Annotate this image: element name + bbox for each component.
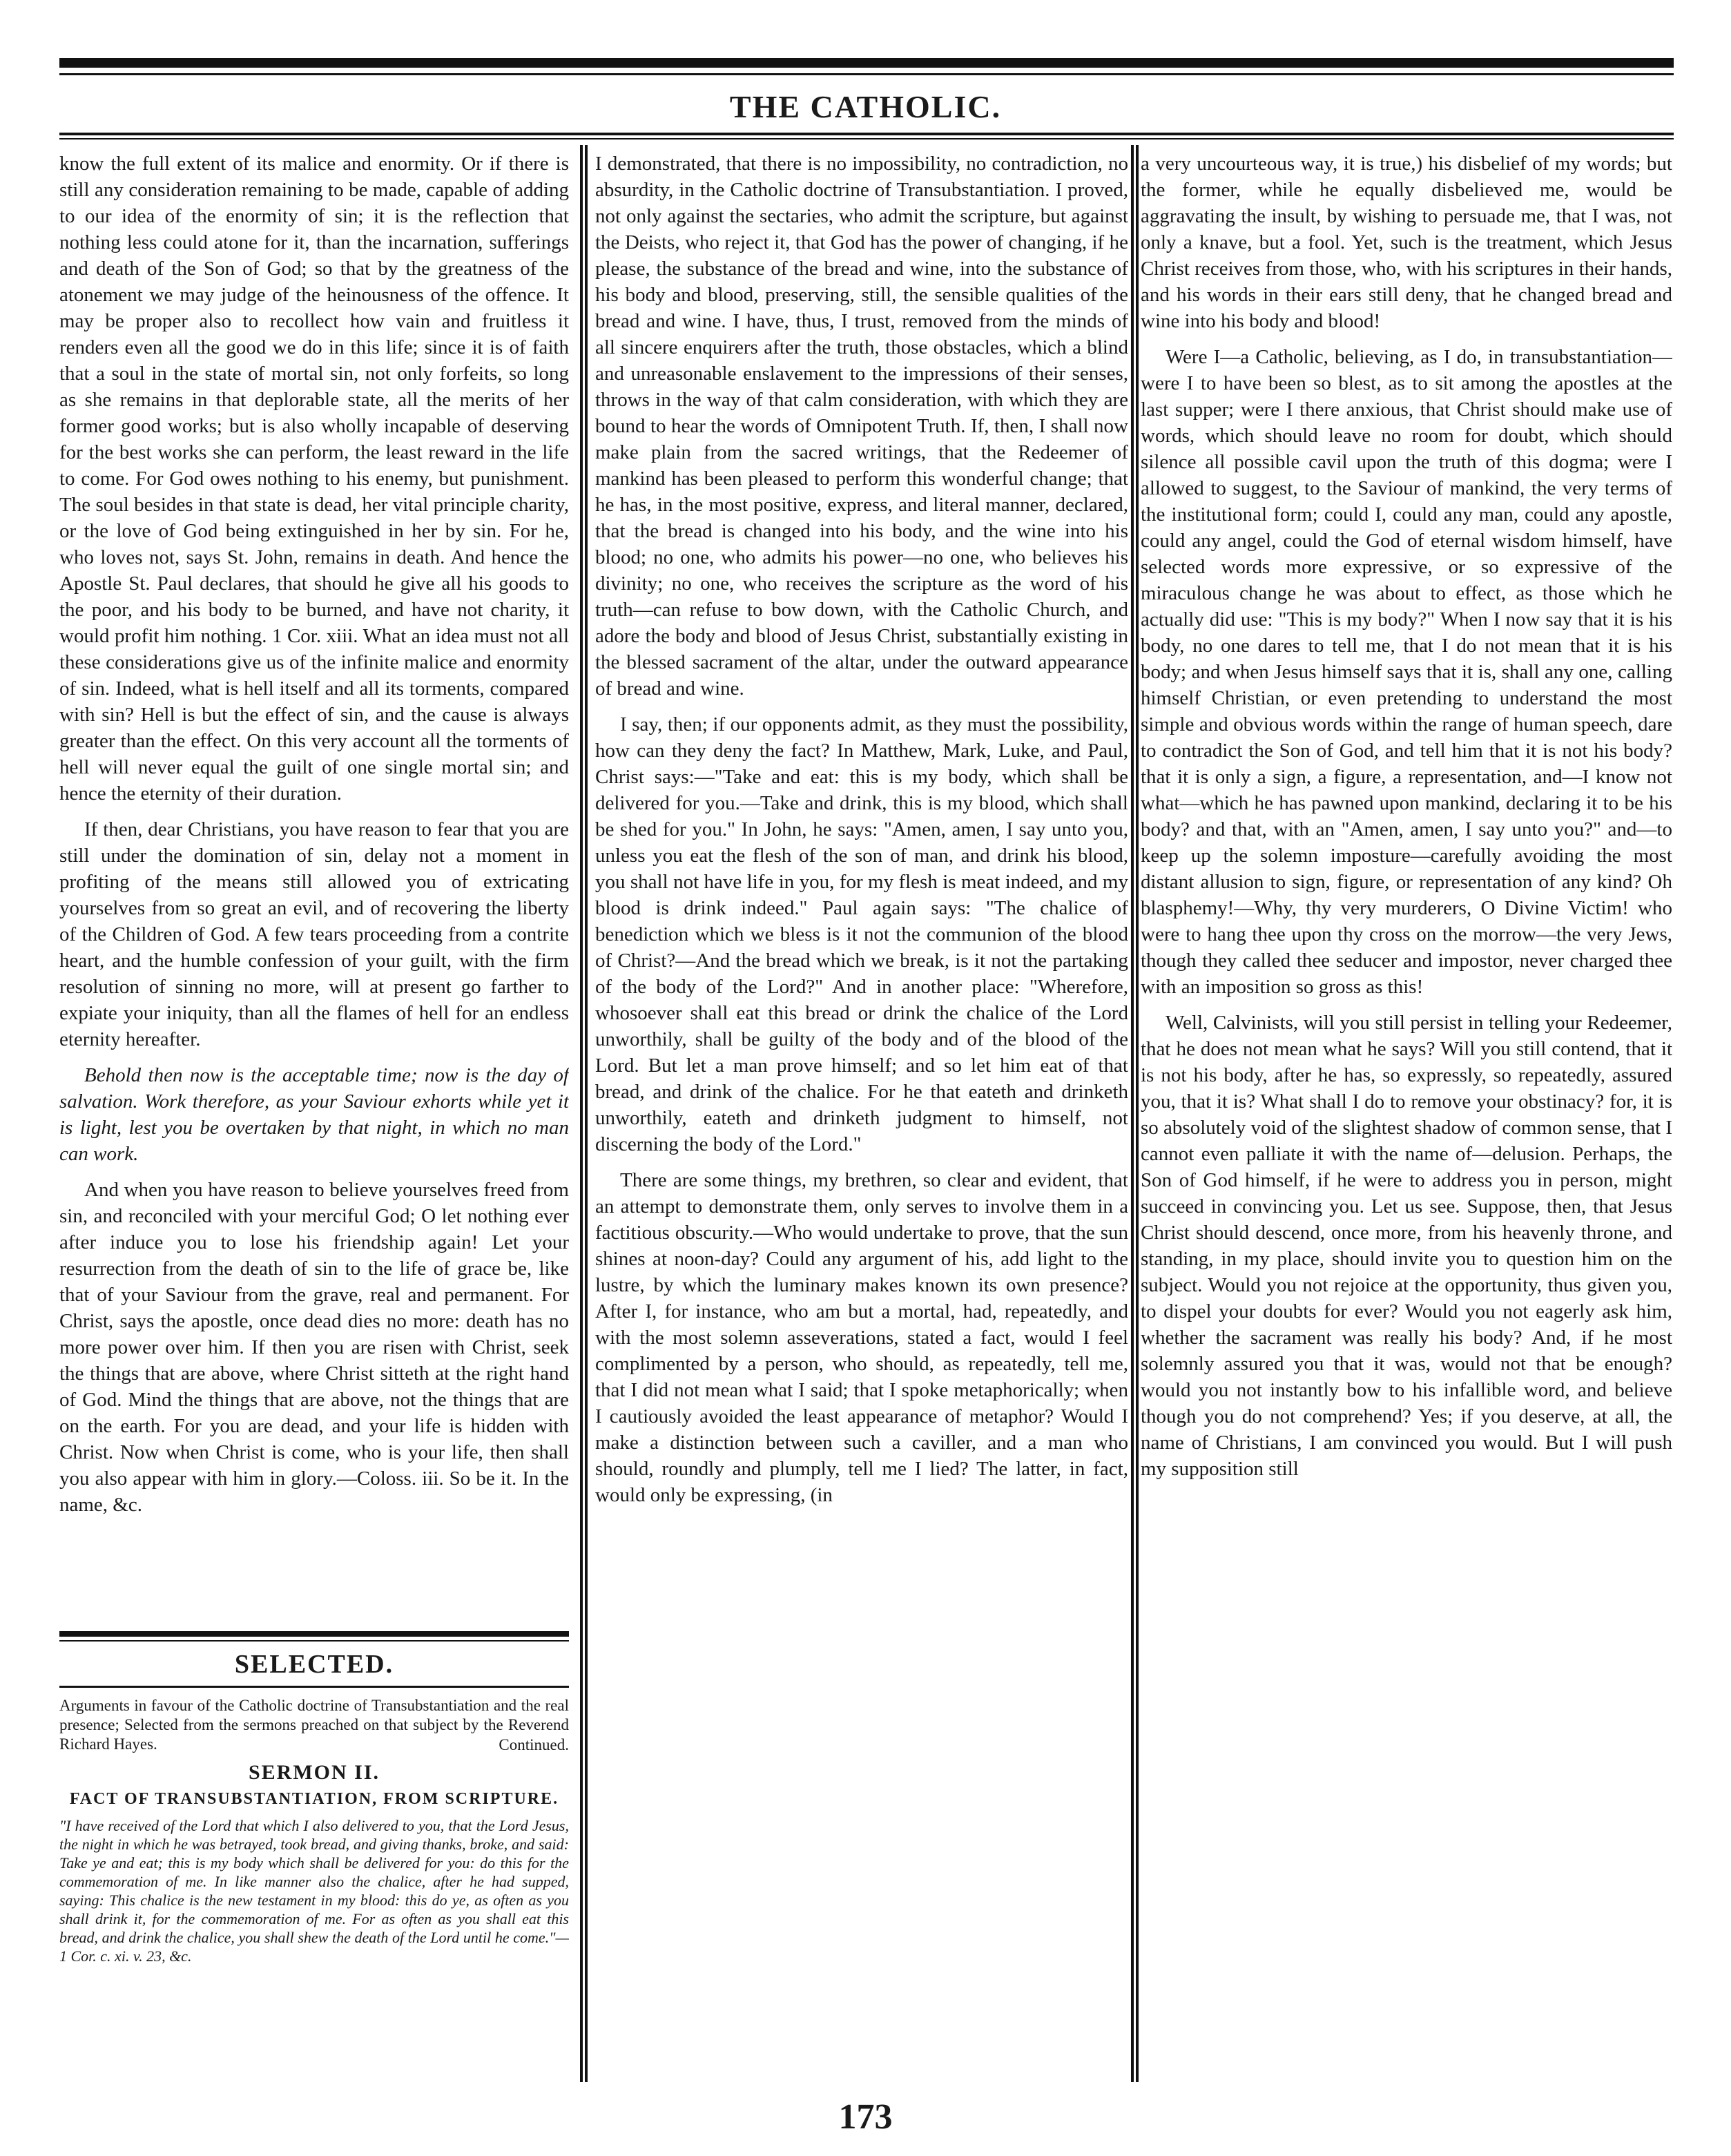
column-3 (1141, 151, 1672, 1981)
paragraph: I say, then; if our opponents admit, as they must the possibility, how can they deny the fact? In Matthew, Mark, Luke, and Paul, Christ says:—"Take and eat: this is my body, which shall be delivered for you.—Take and drink, this is my blood, which shall be shed for you." In John, he says: "Amen, amen, I say unto you, unless you eat the flesh of the son of man, and drink his blood, you shall not have life in you, for my flesh is meat indeed, and my blood is drink indeed." Paul again says: "The chalice of benediction which we bless is it not the communion of the blood of Christ?—And the bread which we break, is it not the partaking of the body of the Lord?" And in another place: "Wherefore, whosoever shall eat this bread or drink the chalice of the Lord unworthily, shall be guilty of the body and of the blood of the Lord. But let a man prove himself; and so let him eat of that bread, and drink of the chalice. For he that eateth and drinketh unworthily, eateth and drinketh judgment to himself, not discerning the body of the Lord." (595, 713, 1128, 1155)
selected-intro: Arguments in favour of the Catholic doctrine of Transubstantiation and the real presence; Selected from the sermons preached on that subject by the Reverend Richard Hayes. (59, 1697, 569, 1753)
selected-rule-thick (59, 1631, 569, 1637)
top-rule-thick (59, 58, 1674, 68)
paragraph: Were I—a Catholic, believing, as I do, in transubstantiation—were I to have been so blest, as to sit among the apostles at the last supper; were I there anxious, that Christ should make use of words, which should leave no room for doubt, which should silence all possible cavil upon the truth of this dogma; were I allowed to suggest, to the Saviour of mankind, the very terms of the institutional form; could I, could any man, could any apostle, could any angel, could the God of eternal wisdom himself, have selected words more expressive, or so expressive of the miraculous change he was about to effect, as those which he actually did use: "This is my body?" When I now say that it is his body, no one dares to tell me, that I do not mean that it is his body; and when Jesus himself says that it is, shall any one, calling himself Christian, or even pretending to understand the most simple and obvious words within the range of human speech, dare to contradict the Son of God, and tell him that it is not his body? that it is only a sign, a figure, a representation, and—I know not what—which he has pawned upon mankind, declaring it to be his body? and that, with an "Amen, amen, I say unto you?" and—to keep up the solemn imposture—carefully avoiding the most distant allusion to sign, figure, or representation of any kind? Oh blasphemy!—Why, thy very murderers, O Divine Victim! who were to hang thee upon thy cross on the morrow—the very Jews, though they called thee seducer and impostor, never charged thee with an imposition so gross as this! (1141, 346, 1672, 998)
paragraph: There are some things, my brethren, so clear and evident, that an attempt to demonstrate them, only serves to involve them in a factitious obscurity.—Who would undertake to prove, that the sun shines at noon-day? Could any argument of his, add light to the lustre, by which the luminary makes known its own presence? After I, for instance, who am but a mortal, had, repeatedly, and with the most solemn asseverations, stated a fact, would I feel complimented by a person, who should, as repeatedly, tell me, that I did not mean what I said; that I spoke metaphorically; when I cautiously avoided the least appearance of metaphor? Would I make a distinction between such a caviller, and a man who should, roundly and plumply, tell me I lied? The latter, in fact, would only be expressing, (in (595, 1169, 1128, 1506)
selected-section (59, 1654, 569, 2037)
selected-heading-rule (59, 1686, 569, 1688)
paragraph: And when you have reason to believe yourselves freed from sin, and reconciled with your merciful God; O let nothing ever after induce you to lose his friendship again! Let your resurrection from the death of sin to the life of grace be, like that of your Saviour from the grave, real and permanent. For Christ, says the apostle, once dead dies no more: death has no more power over him. If then you are risen with Christ, seek the things that are above, where Christ sitteth at the right hand of God. Mind the things that are above, not the things that are on the earth. For you are dead, and your life is hidden with Christ. Now when Christ is come, who is your life, then shall you also appear with him in glory.—Coloss. iii. So be it. In the name, &c. (59, 1179, 569, 1516)
paragraph: I demonstrated, that there is no impossibility, no contradiction, no absurdity, in the Catholic doctrine of Transubstantiation. I proved, not only against the sectaries, who admit the scripture, but against the Deists, who reject it, that God has the power of changing, if he please, the substance of the bread and wine, into the substance of his body and blood, preserving, still, the sensible qualities of the bread and wine. I have, thus, I trust, removed from the minds of all sincere enquirers after the truth, those obstacles, which a blind and unreasonable enslavement to the impressions of their senses, throws in the way of that calm consideration, with which they are bound to hear the words of Omnipotent Truth. If, then, I shall now make plain from the sacred writings, that the Redeemer of mankind has been pleased to perform this wonderful change; that he has, in the most positive, express, and literal manner, declared, that the bread is changed into his body, and the wine into his blood; no one, who admits his power—no one, who believes his divinity; no one, who receives the scripture as the word of his truth—can refuse to bow down, with the Catholic Church, and adore the body and blood of Jesus Christ, substantially existing in the blessed sacrament of the altar, under the outward appearance of bread and wine. (595, 153, 1128, 700)
column-separator (1131, 145, 1134, 2082)
paragraph: Well, Calvinists, will you still persist in telling your Redeemer, that he does not mean what he says? Will you still contend, that it is not his body, after he has, so expressly, so repeatedly, assured you, that it is? What shall I do to remove your obstinacy? for, it is so absolutely void of the slightest shadow of common sense, that I cannot even palliate it with the name of—delusion. Perhaps, the Son of God himself, if he were to address you in person, might succeed in convincing you. Let us see. Suppose, then, that Jesus Christ should descend, once more, from his heavenly throne, and standing, in my place, should invite you to question him on the subject. Would you not rejoice at the opportunity, thus given you, to dispel your doubts for ever? Would you not eagerly ask him, whether the sacrament was really his body? And, if he most solemnly assured you that it was, would not that be enough? would you not instantly bow to his infallible word, and believe though you do not comprehend? Yes; if you deserve, at all, the name of Christians, I am convinced you would. But I will push my supposition still (1141, 1012, 1672, 1480)
page-number: 173 (838, 2097, 893, 2137)
header-rule (59, 133, 1674, 135)
scripture-quote: "I have received of the Lord that which I also delivered to you, that the Lord Jesus, the night in which he was betrayed, took bread, and giving thanks, broke, and said: Take ye and eat; this is my body which shall be delivered for you: do this for the commemoration of me. In like manner also the chalice, after he had supped, saying: This chalice is the new testament in my blood: this do ye, as often as you shall drink it, for the commemoration of me. For as often as you shall eat this bread, and drink the chalice, you shall shew the death of the Lord until he come."—1 Cor. c. xi. v. 23, &c. (59, 1817, 569, 1965)
sermon-heading: SERMON II. (248, 1761, 380, 1784)
column-2 (595, 151, 1128, 1981)
top-rule-thin (59, 73, 1674, 75)
column-separator (1136, 145, 1139, 2082)
fact-heading: FACT OF TRANSUBSTANTIATION, FROM SCRIPTURE. (69, 1790, 559, 1808)
paragraph: Behold then now is the acceptable time; now is the day of salvation. Work therefore, as your Saviour exhorts while yet it is light, lest you be overtaken by that night, in which no man can work. (59, 1064, 569, 1165)
selected-heading: SELECTED. (234, 1654, 394, 1679)
running-title: THE CATHOLIC. (729, 89, 1002, 124)
paragraph: know the full extent of its malice and enormity. Or if there is still any consideration remaining to be made, capable of adding to our idea of the enormity of sin; it is the reflection that nothing less could atone for it, than the incarnation, sufferings and death of the Son of God; so that by the greatness of the atonement we may judge of the heinousness of the offence. It may be proper also to recollect how vain and fruitless it renders even all the good we do in this life; since it is of faith that a soul in the state of mortal sin, not only forfeits, so long as she remains in that deplorable state, all the merits of her former good works; but is also wholly incapable of deserving for the best works she can perform, the least reward in the life to come. For God owes nothing to his enemy, but punishment. The soul besides in that state is dead, her vital principle charity, or the love of God being extinguished in her by sin. For he, who loves not, says St. John, remains in death. And hence the Apostle St. Paul declares, that should he give all his goods to the poor, and his body to be burned, and have not charity, it would profit him nothing. 1 Cor. xiii. What an idea must not all these considerations give us of the infinite malice and enormity of sin. Indeed, what is hell itself and all its torments, compared with sin? Hell is but the effect of sin, and the cause is always greater than the effect. On this very account all the torments of hell will never equal the guilt of one single mortal sin; and hence the eternity of their duration. (59, 153, 569, 805)
header-rule-thin (59, 138, 1674, 139)
continued-label: Continued. (499, 1736, 569, 1753)
column-1 (59, 151, 569, 1594)
paragraph: a very uncourteous way, it is true,) his disbelief of my words; but the former, while he equally disbelieved me, would be aggravating the insult, by wishing to persuade me, that I was, not only a knave, but a fool. Yet, such is the treatment, which Jesus Christ receives from those, who, with his scriptures in their hands, and his words in their ears still deny, that he changed bread and wine into his body and blood! (1141, 153, 1672, 332)
column-separator (585, 145, 588, 2082)
selected-rule-thin (59, 1640, 569, 1642)
paragraph: If then, dear Christians, you have reason to fear that you are still under the domination of sin, delay not a moment in profiting of the means still allowed you of extricating yourselves from so great an evil, and of recovering the liberty of the Children of God. A few tears proceeding from a contrite heart, and the humble confession of your guilt, with the firm resolution of sinning no more, will at present go farther to expiate your iniquity, than all the flames of hell for an endless eternity hereafter. (59, 818, 569, 1050)
column-separator (580, 145, 583, 2082)
